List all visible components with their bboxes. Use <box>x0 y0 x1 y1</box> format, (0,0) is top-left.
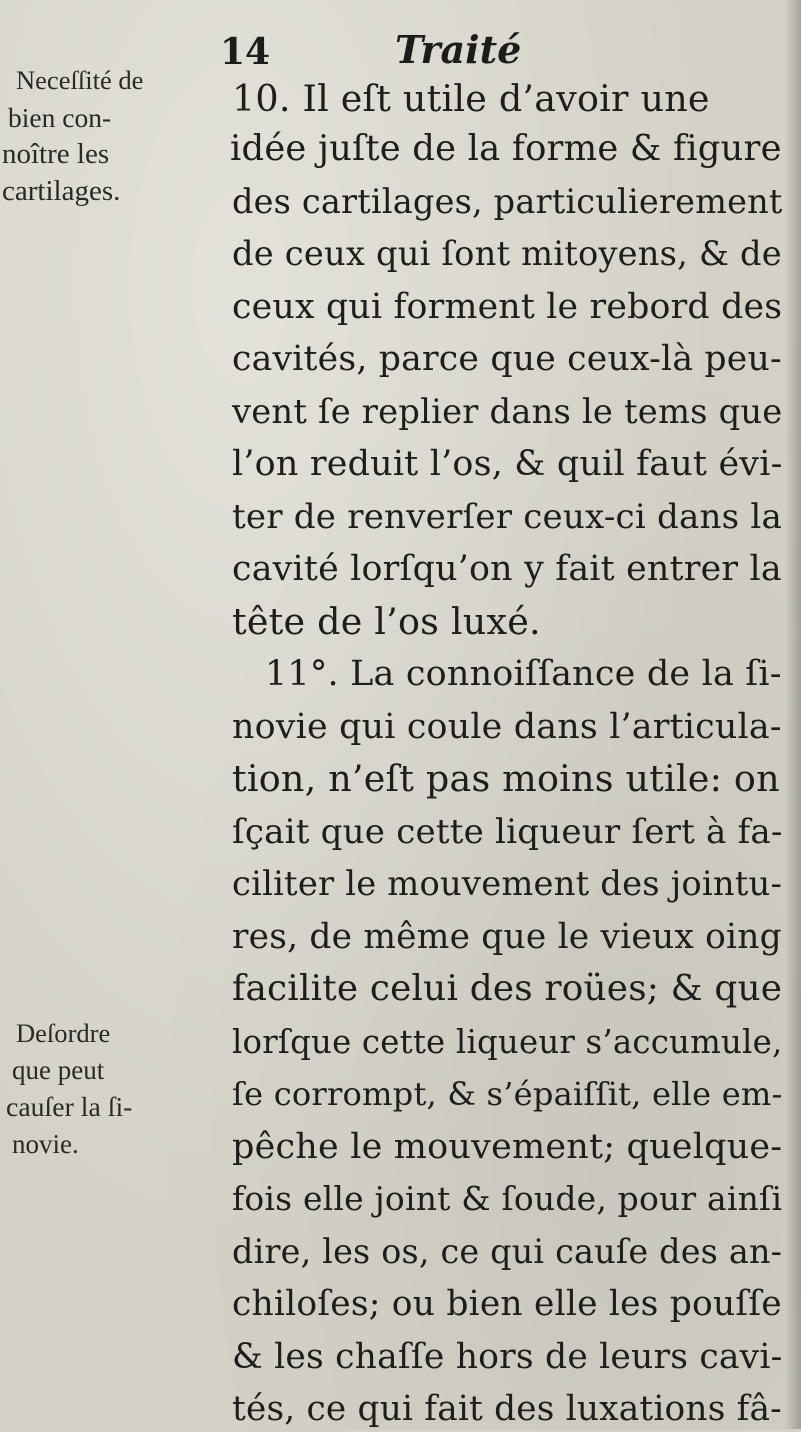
text-line: chiloſes; ou bien elle les pouſſe <box>232 1284 782 1324</box>
text-line: res, de même que le vieux oing <box>232 917 782 957</box>
text-line: tés, ce qui fait des luxations fâ- <box>232 1389 782 1429</box>
text-line: tête de l’os luxé. <box>232 600 541 643</box>
text-line: lorſque cette liqueur s’accumule, <box>232 1023 783 1061</box>
page-number: 14 <box>220 31 271 73</box>
margin-note-line: noître les <box>2 138 110 170</box>
text-line: ſe corrompt, & s’épaiſſit, elle em- <box>232 1075 783 1113</box>
running-title: Traité <box>395 27 522 72</box>
text-line: de ceux qui ſont mitoyens, & de <box>232 234 782 273</box>
margin-note-line: que peut <box>12 1055 105 1085</box>
text-line: ſçait que cette liqueur ſert à fa- <box>232 812 783 852</box>
text-line: cavité lorſqu’on y fait entrer la <box>232 549 782 589</box>
text-line: facilite celui des roües; & que <box>232 968 783 1009</box>
margin-note-line: novie. <box>12 1129 79 1159</box>
margin-note-line: Neceſſité de <box>16 65 144 95</box>
text-line: vent ſe replier dans le tems que <box>232 392 783 431</box>
text-line: novie qui coule dans l’articula- <box>232 707 782 747</box>
margin-note-sinovie <box>2 1015 212 1163</box>
text-line: l’on reduit l’os, & quil faut évi- <box>232 444 783 484</box>
text-line: 11°. La connoiſſance de la ſi- <box>265 654 782 694</box>
text-line: & les chaſſe hors de leurs cavi- <box>232 1337 783 1377</box>
text-line: des cartilages, particulierement <box>232 182 783 221</box>
margin-note-line: cartilages. <box>2 175 121 207</box>
text-line: ter de renverſer ceux-ci dans la <box>232 497 782 537</box>
text-line: dire, les os, ce qui cauſe des an- <box>232 1232 783 1271</box>
text-line: ciliter le mouvement des jointu- <box>232 864 783 903</box>
text-line: ceux qui forment le rebord des <box>232 287 783 327</box>
text-line: pêche le mouvement; quelque- <box>232 1127 783 1167</box>
margin-note-cartilages <box>2 62 212 210</box>
text-line: tion, n’eſt pas moins utile: on <box>232 757 780 800</box>
page-edge-shadow <box>785 0 801 1429</box>
text-line: 10. Il eſt utile d’avoir une <box>232 77 710 120</box>
page-header <box>210 28 650 74</box>
margin-note-line: Deſordre <box>16 1018 111 1048</box>
text-line: idée juſte de la forme & figure <box>230 128 782 169</box>
text-line: fois elle joint & ſoude, pour ainſi <box>232 1179 783 1218</box>
text-line: cavités, parce que ceux-là peu- <box>232 339 782 379</box>
margin-note-line: cauſer la ſi- <box>6 1092 133 1123</box>
margin-note-line: bien con- <box>8 102 112 133</box>
